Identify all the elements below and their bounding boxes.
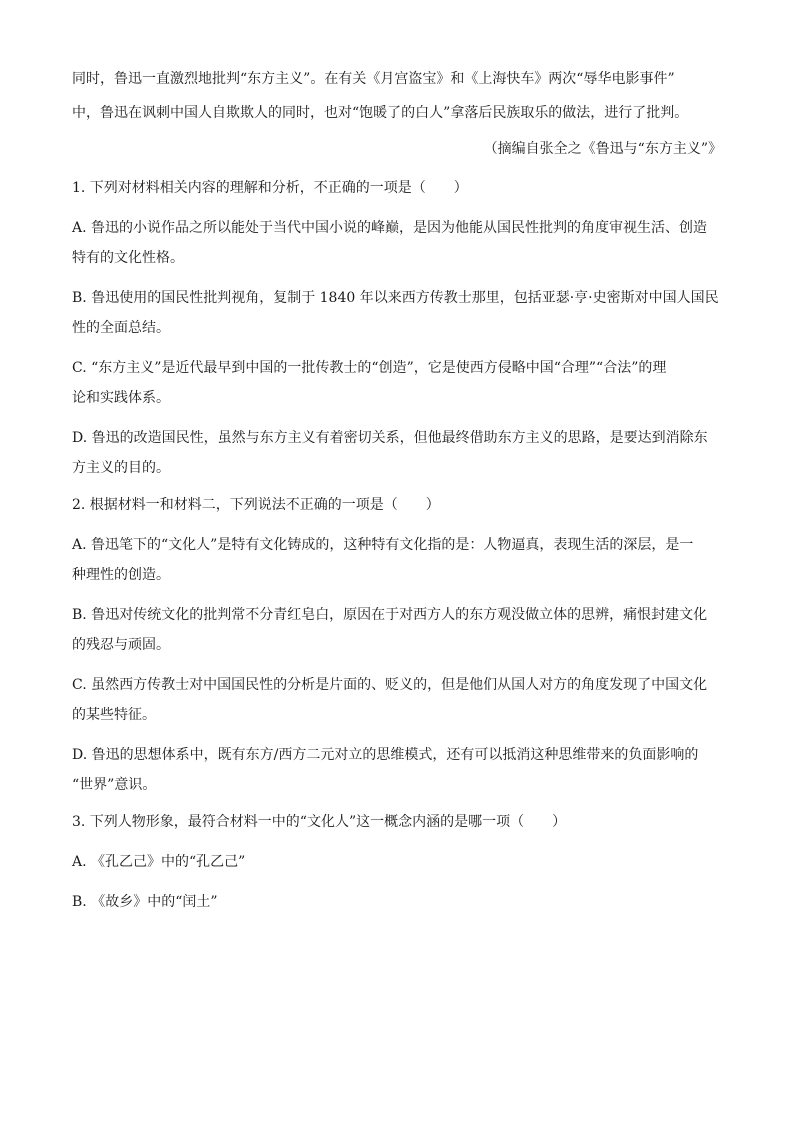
document-page	[72, 62, 722, 917]
option-line: 性的全面总结。	[72, 320, 170, 336]
question-1-option-a	[72, 213, 722, 273]
option-line: D. 鲁迅的改造国民性，虽然与东方主义有着密切关系，但他最终借助东方主义的思路，是要达到消除东	[72, 430, 708, 446]
question-1-option-d	[72, 423, 722, 483]
source-citation: （摘编自张全之《鲁迅与“东方主义”》	[483, 141, 722, 157]
question-3-option-a: A. 《孔乙己》中的“孔乙己”	[72, 854, 246, 870]
option-line: A. 鲁迅的小说作品之所以能处于当代中国小说的峰巅，是因为他能从国民性批判的角度审视生活、创造	[72, 220, 708, 236]
question-1-option-c	[72, 353, 722, 413]
question-3-stem: 3. 下列人物形象，最符合材料一中的“文化人”这一概念内涵的是哪一项（ ）	[72, 814, 567, 830]
option-line: 特有的文化性格。	[72, 250, 184, 266]
option-line: B. 鲁迅使用的国民性批判视角，复制于 1840 年以来西方传教士那里，包括亚瑟·亨·史密斯对中国人国民	[72, 290, 719, 306]
option-line: 的残忍与顽固。	[72, 637, 170, 653]
option-line: “世界”意识。	[72, 777, 157, 793]
question-1-option-b	[72, 283, 722, 343]
intro-line-2: 中，鲁迅在讽刺中国人自欺欺人的同时，也对“饱暖了的白人”拿落后民族取乐的做法，进行了批判。	[72, 105, 689, 121]
question-2-option-b	[72, 600, 722, 660]
question-2-stem: 2. 根据材料一和材料二，下列说法不正确的一项是（ ）	[72, 497, 440, 513]
option-line: 种理性的创造。	[72, 567, 170, 583]
option-line: C. 虽然西方传教士对中国国民性的分析是片面的、贬义的，但是他们从国人对方的角度发现了中国文化	[72, 677, 708, 693]
question-2-option-c	[72, 670, 722, 730]
option-line: A. 鲁迅笔下的“文化人”是特有文化铸成的，这种特有文化指的是：人物逼真，表现生活的深层，是一	[72, 537, 694, 553]
question-2-option-d	[72, 740, 722, 800]
option-line: 的某些特征。	[72, 707, 156, 723]
option-line: B. 鲁迅对传统文化的批判常不分青红皂白，原因在于对西方人的东方观没做立体的思辨，痛恨封建文化	[72, 607, 708, 623]
option-line: C. “东方主义”是近代最早到中国的一批传教士的“创造”，它是使西方侵略中国“合理”“合法”的理	[72, 360, 667, 376]
question-3-option-b: B. 《故乡》中的“闰土”	[72, 894, 218, 910]
intro-line-1: 同时，鲁迅一直激烈地批判“东方主义”。在有关《月宫盗宝》和《上海快车》两次“辱华电影事件”	[72, 71, 675, 87]
option-line: 方主义的目的。	[72, 460, 170, 476]
question-2-option-a	[72, 530, 722, 590]
question-1-stem: 1. 下列对材料相关内容的理解和分析，不正确的一项是（ ）	[72, 180, 468, 196]
intro-paragraph	[72, 62, 722, 130]
option-line: 论和实践体系。	[72, 390, 170, 406]
option-line: D. 鲁迅的思想体系中，既有东方/西方二元对立的思维模式，还有可以抵消这种思维带来的负面影响的	[72, 747, 699, 763]
